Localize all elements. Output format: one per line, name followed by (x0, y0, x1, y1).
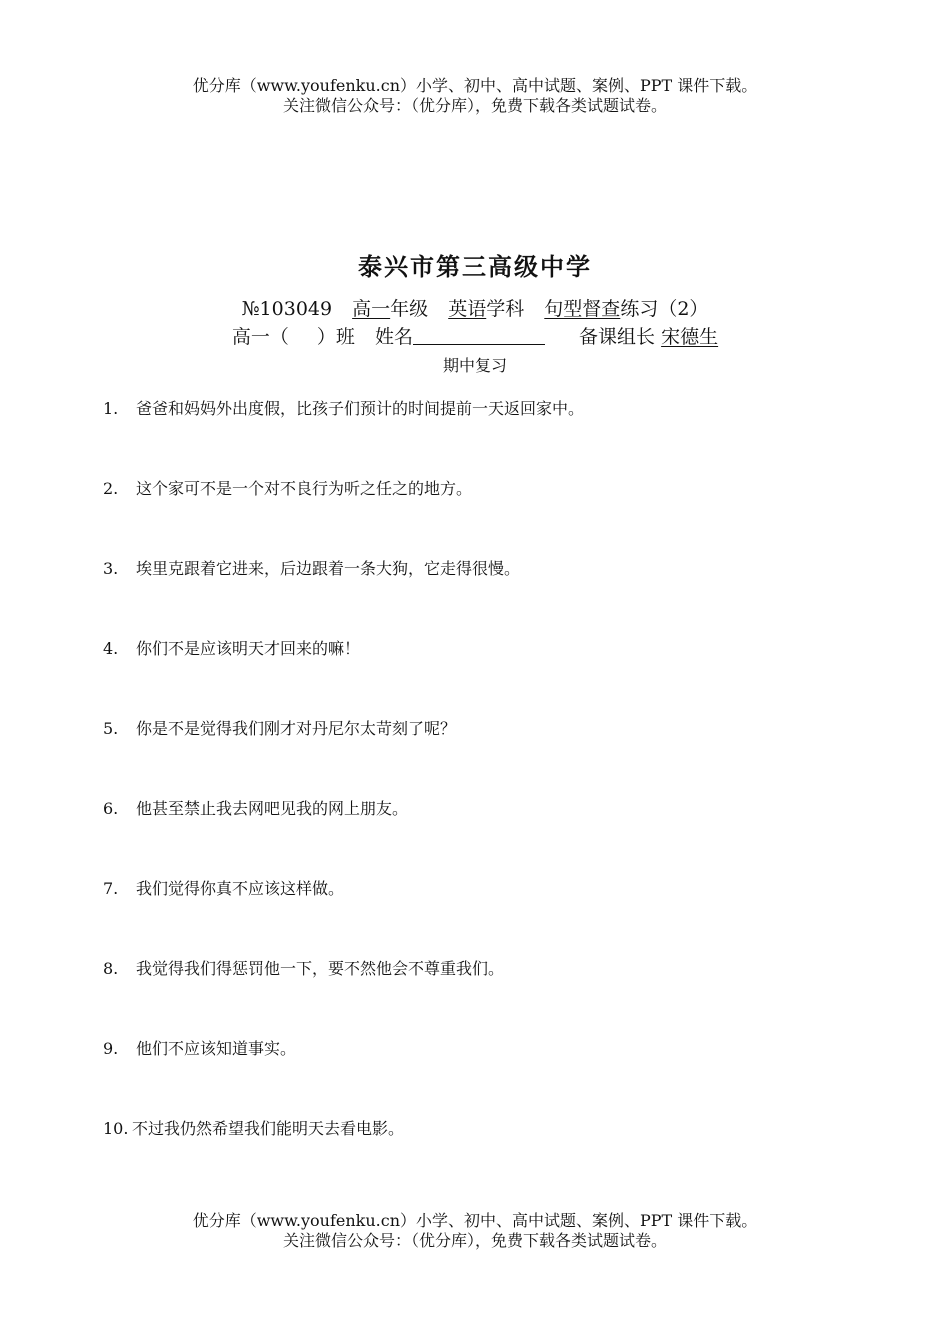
question-number: 1. (103, 399, 119, 418)
banner-line-2: 关注微信公众号：（优分库），免费下载各类试题试卷。 (282, 1231, 667, 1250)
grade-suffix: 年级 (390, 298, 429, 320)
banner-line-2: 关注微信公众号：（优分库），免费下载各类试题试卷。 (282, 96, 667, 115)
question-text: 你是不是觉得我们刚才对丹尼尔太苛刻了呢？ (136, 719, 457, 738)
question-text: 他们不应该知道事实。 (136, 1039, 297, 1058)
exercise-type: 句型督查 (544, 298, 621, 320)
question-text: 这个家可不是一个对不良行为听之任之的地方。 (136, 479, 473, 498)
question-item (103, 1038, 296, 1060)
question-text: 我觉得我们得惩罚他一下，要不然他会不尊重我们。 (136, 959, 505, 978)
question-item (103, 558, 520, 580)
question-number: 2. (103, 479, 119, 498)
class-suffix: ）班 (316, 326, 355, 348)
subject-suffix: 学科 (486, 298, 525, 320)
question-number: 10. (103, 1119, 129, 1138)
question-number: 4. (103, 639, 119, 658)
question-text: 他甚至禁止我去网吧见我的网上朋友。 (136, 799, 409, 818)
leader-label: 备课组长 (579, 326, 656, 348)
question-item (103, 958, 504, 980)
top-banner (0, 76, 950, 116)
question-text: 埃里克跟着它进来，后边跟着一条大狗，它走得很慢。 (136, 559, 521, 578)
question-item (103, 798, 408, 820)
school-title: 泰兴市第三高级中学 (358, 253, 592, 281)
class-prefix: 高一（ (231, 326, 289, 348)
question-number: 5. (103, 719, 119, 738)
question-number: 9. (103, 1039, 119, 1058)
question-item (103, 398, 584, 420)
doc-number: №103049 (241, 298, 333, 320)
question-number: 3. (103, 559, 119, 578)
question-text: 不过我仍然希望我们能明天去看电影。 (132, 1119, 405, 1138)
name-blank (413, 326, 545, 345)
name-label: 姓名 (374, 326, 413, 348)
exercise-suffix: 练习（2） (620, 298, 709, 320)
question-item (103, 878, 344, 900)
question-text: 爸爸和妈妈外出度假，比孩子们预计的时间提前一天返回家中。 (136, 399, 585, 418)
leader-name: 宋德生 (661, 326, 719, 348)
doc-info-row (0, 296, 950, 322)
student-info-row (0, 324, 950, 350)
question-text: 我们觉得你真不应该这样做。 (136, 879, 345, 898)
subject: 英语 (448, 298, 487, 320)
grade: 高一 (352, 298, 391, 320)
banner-line-1: 优分库（www.youfenku.cn）小学、初中、高中试题、案例、PPT 课件下载。 (192, 1211, 758, 1230)
question-item (103, 638, 360, 660)
bottom-banner (0, 1211, 950, 1251)
question-number: 6. (103, 799, 119, 818)
question-item (103, 718, 456, 740)
banner-line-1: 优分库（www.youfenku.cn）小学、初中、高中试题、案例、PPT 课件下载。 (192, 76, 758, 95)
question-item (103, 478, 472, 500)
section-heading: 期中复习 (442, 356, 507, 375)
question-text: 你们不是应该明天才回来的嘛！ (136, 639, 361, 658)
question-number: 7. (103, 879, 119, 898)
question-item (103, 1118, 404, 1140)
question-number: 8. (103, 959, 119, 978)
